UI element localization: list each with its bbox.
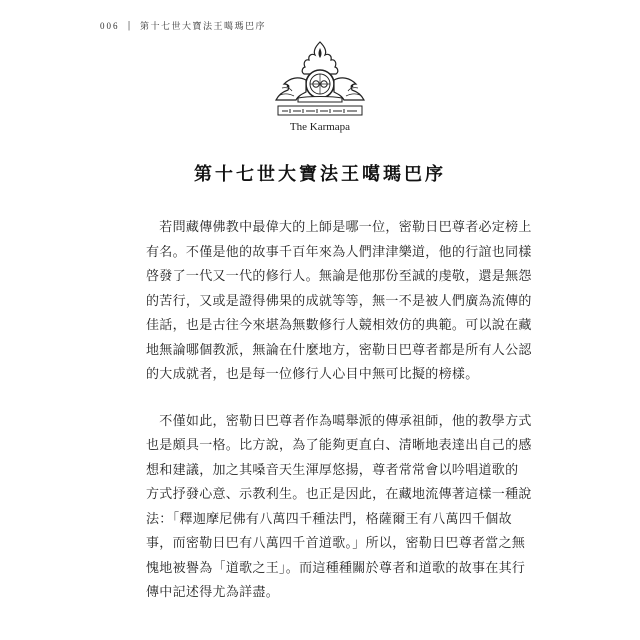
text-line: 想和建議，加之其嗓音天生渾厚悠揚，尊者常常會以吟唱道歌的 — [146, 462, 519, 478]
text-line: 愧地被譽為「道歌之王」。而這種種關於尊者和道歌的故事在其行 — [146, 560, 526, 576]
page-title: 第十七世大寶法王噶瑪巴序 — [194, 164, 446, 185]
text-line: 法：「釋迦摩尼佛有八萬四千種法門，格薩爾王有八萬四千個故 — [146, 511, 512, 527]
page-number: 006 — [100, 20, 120, 31]
text-line: 傳中記述得尤為詳盡。 — [146, 585, 280, 600]
text-line: 不僅如此，密勒日巴尊者作為噶舉派的傳承祖師，他的教學方式 — [146, 413, 532, 429]
text-line: 有名。不僅是他的故事千百年來為人們津津樂道，他的行誼也同樣 — [146, 244, 532, 260]
text-line: 若問藏傳佛教中最偉大的上師是哪一位，密勒日巴尊者必定榜上 — [146, 220, 532, 235]
text-line: 方式抒發心意、示教利生。也正是因此，在藏地流傳著這樣一種說 — [146, 487, 532, 502]
paragraph-2 — [146, 410, 532, 606]
text-line: 啓發了一代又一代的修行人。無論是他那份至誠的虔敬，還是無怨 — [146, 269, 532, 284]
emblem-caption: The Karmapa — [289, 121, 351, 133]
karmapa-seal-icon — [268, 40, 372, 118]
text-line: 佳話，也是古往今來堪為無數修行人競相效仿的典範。可以說在藏 — [146, 318, 532, 333]
text-line: 的苦行，又或是證得佛果的成就等等，無一不是被人們廣為流傳的 — [146, 293, 532, 309]
running-head-title: 第十七世大寶法王噶瑪巴序 — [140, 22, 267, 32]
header-separator: | — [127, 20, 133, 31]
text-line: 也是頗具一格。比方說，為了能夠更直白、清晰地表達出自己的感 — [146, 438, 532, 453]
running-head — [100, 19, 266, 32]
body-text — [146, 216, 532, 628]
paragraph-1 — [146, 216, 532, 388]
text-line: 地無論哪個教派，無論在什麼地方，密勒日巴尊者都是所有人公認 — [146, 342, 532, 358]
text-line: 的大成就者，也是每一位修行人心目中無可比擬的榜樣。 — [146, 367, 479, 382]
text-line: 事，而密勒日巴有八萬四千首道歌。」所以，密勒日巴尊者當之無 — [146, 536, 526, 551]
